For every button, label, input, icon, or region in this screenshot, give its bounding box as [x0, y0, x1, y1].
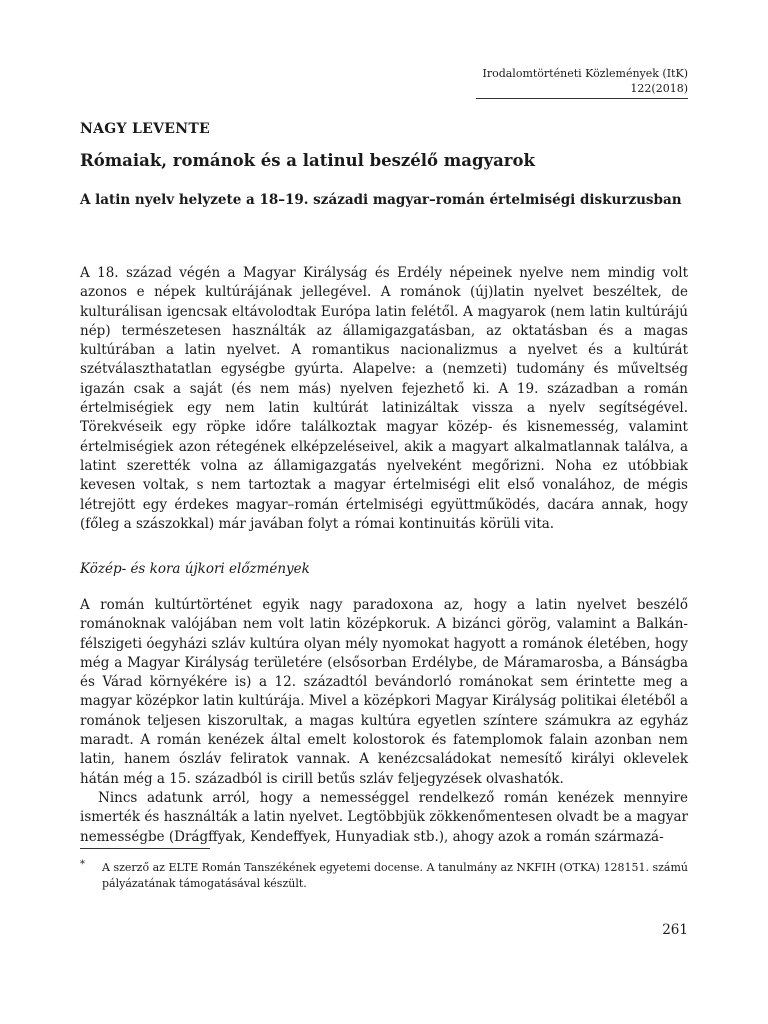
footnote	[80, 860, 688, 892]
article-title: Rómaiak, románok és a latinul beszélő magyarok	[80, 151, 535, 170]
body-paragraph-2: Nincs adatunk arról, hogy a nemességgel rendelkező román kenézek mennyire ismerték és használták a latin nyelvet. Legtöbbjük zökkenőmentesen olvadt be a magyar nemességbe (Drágffyak, Kendeffyek, Hunyadiak stb.), ahogy azok a román származá-	[80, 789, 688, 845]
body-paragraph-1: A román kultúrtörténet egyik nagy paradoxona az, hogy a latin nyelvet beszélő románoknak valójában nem volt latin középkoruk. A bizánci görög, valamint a Balkán-félszigeti óegyházi szláv kultúra olyan mély nyomokat hagyott a románok életében, hogy még a Magyar Királyság területére (elsősorban Erdélybe, de Máramarosba, a Bánságba és Várad környékére is) a 12. századtól bevándorló románokat sem érintette meg a magyar középkor latin kultúrája. Mivel a középkori Magyar Királyság politikai életéből a románok teljesen kiszorultak, a magas kultúra egyetlen színtere számukra az egyház maradt. A román kenézek által emelt kolostorok és fatemplomok falain azonban nem latin, hanem ószláv feliratok vannak. A kenézcsaládokat nemesítő királyi oklevelek hátán még a 15. századból is cirill betűs szláv feljegyzések olvashatók.	[80, 597, 688, 787]
section-body	[80, 596, 688, 847]
section-heading: Közép- és kora újkori előzmények	[80, 561, 310, 577]
footnote-marker: *	[80, 859, 85, 870]
journal-volume: 122(2018)	[630, 82, 688, 95]
header-rule	[476, 98, 688, 99]
footnote-rule	[80, 848, 210, 849]
journal-name: Irodalomtörténeti Közlemények (ItK)	[482, 67, 688, 80]
article-author: NAGY LEVENTE	[80, 121, 211, 137]
article-subtitle: A latin nyelv helyzete a 18–19. századi magyar–román értelmiségi diskurzusban	[80, 192, 682, 208]
page-number: 261	[662, 922, 688, 938]
running-header	[482, 66, 688, 96]
footnote-text: A szerző az ELTE Román Tanszékének egyetemi docense. A tanulmány az NKFIH (OTKA) 128151. számú pályázatának támogatásával készült.	[102, 861, 688, 890]
intro-section	[80, 264, 688, 534]
intro-paragraph: A 18. század végén a Magyar Királyság és Erdély népeinek nyelve nem mindig volt azonos e népek kultúrájának jellegével. A románok (új)latin nyelvet beszéltek, de kulturálisan igencsak eltávolodtak Európa latin felétől. A magyarok (nem latin kultúrájú nép) természetesen használták az államigazgatásban, az oktatásban és a magas kultúrában a latin nyelvet. A romantikus nacionalizmus a nyelvet és a kultúrát szétválaszthatatlan egységbe gyúrta. Alapelve: a (nemzeti) tudomány és műveltség igazán csak a saját (és nem más) nyelven fejezhető ki. A 19. században a román értelmiségiek egy nem latin kultúrát latinizáltak vissza a nyelv segítségével. Törekvéseik egy röpke időre találkoztak magyar közép- és kisnemesség, valamint értelmiségiek azon rétegének elképzeléseivel, akik a magyart alkalmatlannak találva, a latint szerették volna az államigazgatás nyelveként megőrizni. Noha ez utóbbiak kevesen voltak, s nem tartoztak a magyar értelmiségi elit első vonalához, de mégis létrejött egy érdekes magyar–román értelmiségi együttműködés, dacára annak, hogy (főleg a szászokkal) már javában folyt a római kontinuitás körüli vita.	[80, 265, 688, 532]
